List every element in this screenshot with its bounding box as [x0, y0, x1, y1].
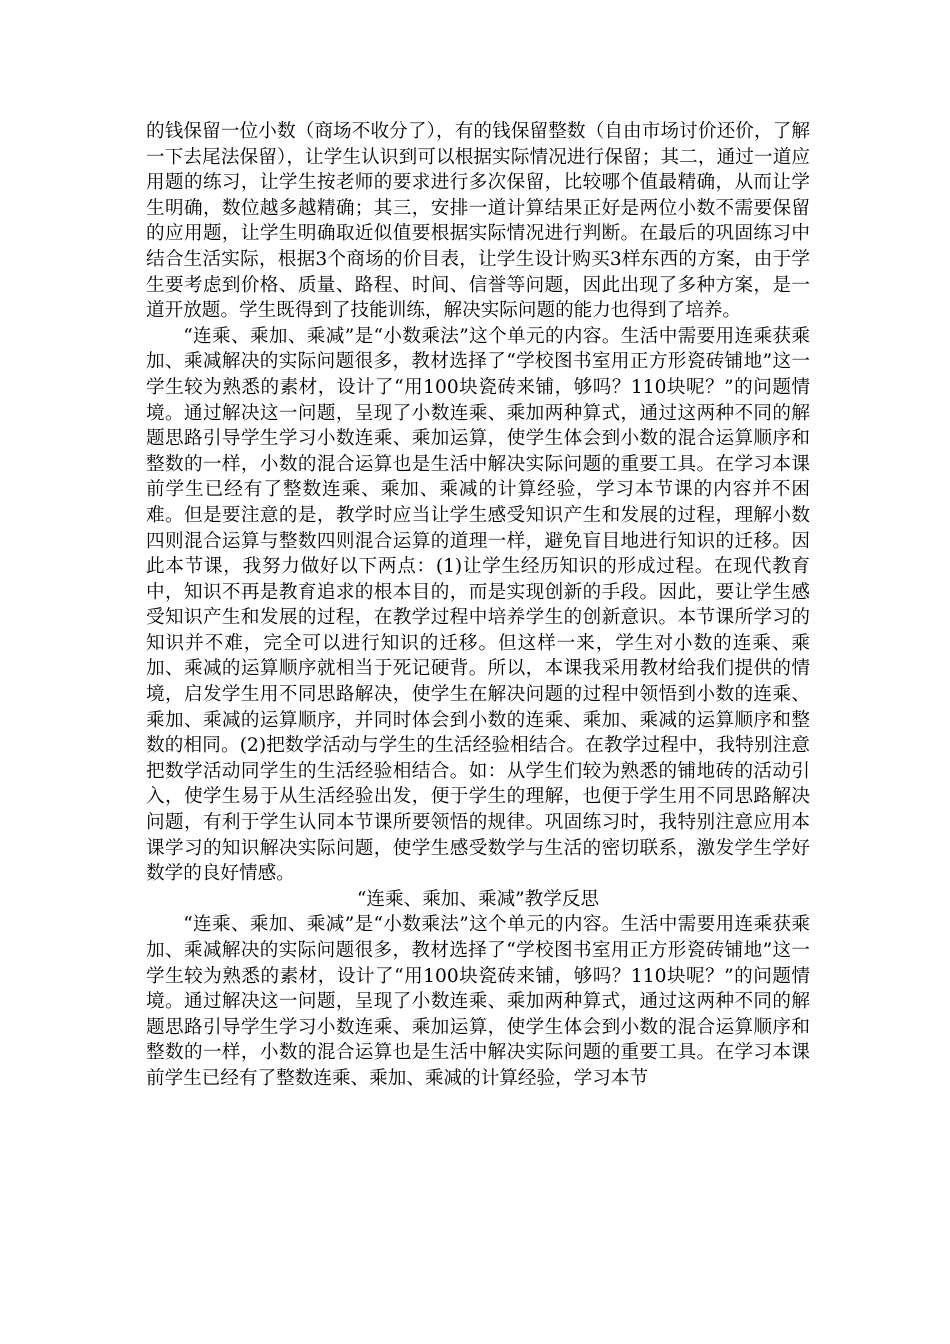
paragraph-lesson-overview: “连乘、乘加、乘减”是“小数乘法”这个单元的内容。生活中需要用连乘获乘加、乘减解决的实际问题很多，教材选择了“学校图书室用正方形瓷砖铺地”这一学生较为熟悉的素材，设计了“用100块瓷砖来铺，够吗？110块呢？”的问题情境。通过解决这一问题，呈现了小数连乘、乘加两种算式，通过这两种不同的解题思路引导学生学习小数连乘、乘加运算，使学生体会到小数的混合运算顺序和整数的一样，小数的混合运算也是生活中解决实际问题的重要工具。在学习本课前学生已经有了整数连乘、乘加、乘减的计算经验，学习本节课的内容并不困难。但是要注意的是，教学时应当让学生感受知识产生和发展的过程，理解小数四则混合运算与整数四则混合运算的道理一样，避免盲目地进行知识的迁移。因此本节课，我努力做好以下两点：(1)让学生经历知识的形成过程。在现代教育中，知识不再是教育追求的根本目的，而是实现创新的手段。因此，要让学生感受知识产生和发展的过程，在教学过程中培养学生的创新意识。本节课所学习的知识并不难，完全可以进行知识的迁移。但这样一来，学生对小数的连乘、乘加、乘减的运算顺序就相当于死记硬背。所以，本课我采用教材给我们提供的情境，启发学生用不同思路解决，使学生在解决问题的过程中领悟到小数的连乘、乘加、乘减的运算顺序，并同时体会到小数的连乘、乘加、乘减的运算顺序和整数的相同。(2)把数学活动与学生的生活经验相结合。在教学过程中，我特别注意把数学活动同学生的生活经验相结合。如：从学生们较为熟悉的铺地砖的活动引入，使学生易于从生活经验出发，便于学生的理解，也便于学生用不同思路解决问题，有利于学生认同本节课所要领悟的规律。巩固练习时，我特别注意应用本课学习的知识解决实际问题，使学生感受数学与生活的密切联系，激发学生学好数学的良好情感。	[146, 325, 810, 885]
paragraph-continuation: 的钱保留一位小数（商场不收分了），有的钱保留整数（自由市场讨价还价，了解一下去尾法保留），让学生认识到可以根据实际情况进行保留；其二，通过一道应用题的练习，让学生按老师的要求进行多次保留，比较哪个值最精确，从而让学生明确，数位越多越精确；其三，安排一道计算结果正好是两位小数不需要保留的应用题，让学生明确取近似值要根据实际情况进行判断。在最后的巩固练习中结合生活实际，根据3个商场的价目表，让学生设计购买3样东西的方案，由于学生要考虑到价格、质量、路程、时间、信誉等问题，因此出现了多种方案，是一道开放题。学生既得到了技能训练，解决实际问题的能力也得到了培养。	[146, 121, 810, 322]
section-heading: “连乘、乘加、乘减”教学反思	[356, 888, 600, 910]
paragraph-reflection: “连乘、乘加、乘减”是“小数乘法”这个单元的内容。生活中需要用连乘获乘加、乘减解决的实际问题很多，教材选择了“学校图书室用正方形瓷砖铺地”这一学生较为熟悉的素材，设计了“用100块瓷砖来铺，够吗？110块呢？”的问题情境。通过解决这一问题，呈现了小数连乘、乘加两种算式，通过这两种不同的解题思路引导学生学习小数连乘、乘加运算，使学生体会到小数的混合运算顺序和整数的一样，小数的混合运算也是生活中解决实际问题的重要工具。在学习本课前学生已经有了整数连乘、乘加、乘减的计算经验，学习本节	[146, 914, 810, 1089]
document-body	[146, 119, 810, 1092]
